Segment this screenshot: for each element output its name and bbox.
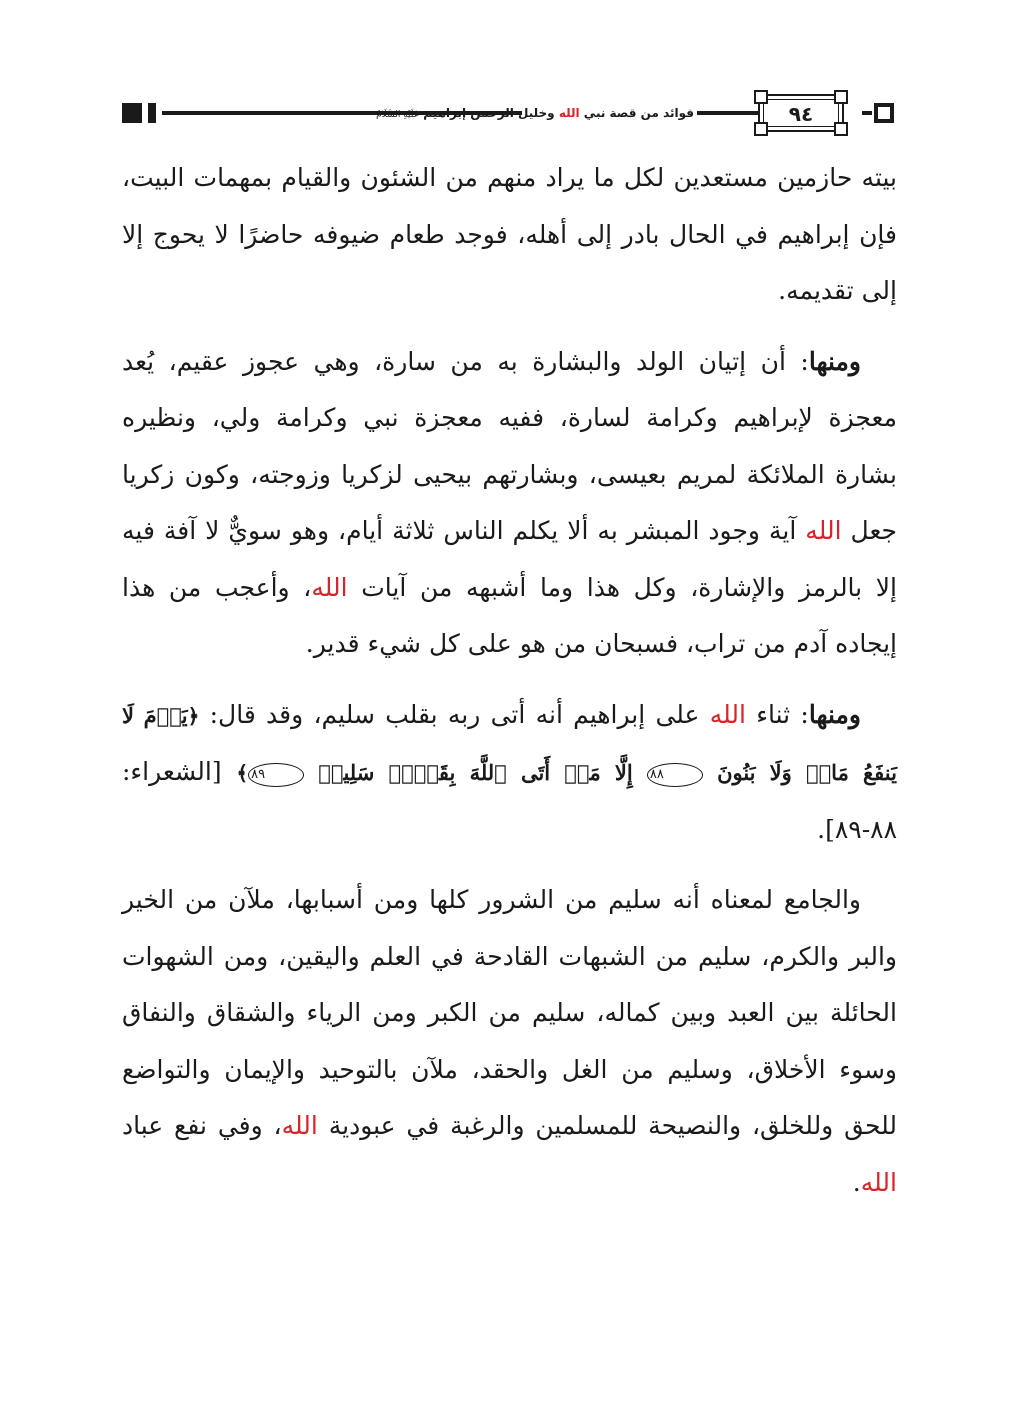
paragraph-lead: ومنها: [808, 699, 861, 729]
header-ornament-left: [122, 103, 142, 123]
allah-name: الله: [805, 516, 842, 545]
paragraph-1: بيته حازمين مستعدين لكل ما يراد منهم من الشئون والقيام بمهمات البيت، فإن إبراهيم في الحال بادر إلى أهله، فوجد طعام ضيوفه حاضرًا لا يحوج إلا إلى تقديمه.: [122, 163, 897, 305]
allah-name: الله: [860, 1167, 897, 1197]
header-ornament-left-bar: [148, 103, 156, 123]
header-ornament-right: [874, 103, 894, 123]
allah-name: الله: [709, 699, 746, 729]
paragraph-3: ومنها: ثناء الله على إبراهيم أنه أتى ربه بقلب سليم، وقد قال: ﴿يَوۡمَ لَا يَنفَعُ مَالٞ وَلَا بَنُونَ ٨٨ إِلَّا مَنۡ أَتَى ٱللَّهَ بِقَلۡبٖ سَلِيمٖ ٨٩﴾ [الشعراء: ٨٨-٨٩].: [122, 699, 897, 844]
book-title: فوائد من قصة نبي الله وخليل الرحمن إبراهيم عَلَيْهِ السَّلَامُ: [376, 106, 694, 120]
quran-verse: ﴿يَوۡمَ لَا يَنفَعُ مَالٞ وَلَا بَنُونَ ٨٨ إِلَّا مَنۡ أَتَى ٱللَّهَ بِقَلۡبٖ سَلِيمٖ ٨٩﴾: [122, 702, 897, 785]
page-number-box: [758, 94, 844, 132]
paragraph-2: ومنها: أن إتيان الولد والبشارة به من سارة، وهي عجوز عقيم، يُعد معجزة لإبراهيم وكرامة لسارة، ففيه معجزة نبي وكرامة ولي، ونظيره بشارة الملائكة لمريم بعيسى، وبشارتهم بيحيى لزكريا وزوجته، وكون زكريا جعل الله آية وجود المبشر به ألا يكلم الناس ثلاثة أيام، وهو سويٌّ لا آفة فيه إلا بالرمز والإشارة، وكل هذا وما أشبهه من آيات الله، وأعجب من هذا إيجاده آدم من تراب، فسبحان من هو على كل شيء قدير.: [122, 346, 897, 658]
page-number: ٩٤: [788, 102, 814, 126]
ayah-number: ٨٨: [647, 763, 703, 787]
verse-reference: [الشعراء: ٨٨-٨٩].: [122, 757, 897, 844]
ayah-number: ٨٩: [248, 763, 304, 787]
header-rule-right: [862, 111, 872, 115]
honorific: عَلَيْهِ السَّلَامُ: [376, 110, 420, 120]
verse-bracket-open: ﴿: [187, 703, 200, 728]
paragraph-4: والجامع لمعناه أنه سليم من الشرور كلها ومن أسبابها، ملآن من الخير والبر والكرم، سليم من الشبهات القادحة في العلم واليقين، ومن الشهوات الحائلة بين العبد وبين كماله، سليم من الكبر ومن الرياء والشقاق والنفاق وسوء الأخلاق، وسليم من الغل والحقد، ملآن بالتوحيد والإيمان والتواضع للحق وللخلق، والنصيحة للمسلمين والرغبة في عبودية الله، وفي نفع عباد الله.: [122, 885, 897, 1197]
paragraph-lead: ومنها: [808, 346, 861, 376]
allah-name: الله: [281, 1111, 318, 1140]
verse-bracket-close: ﴾: [236, 761, 249, 785]
running-header: [122, 94, 897, 138]
page-body: [122, 150, 897, 1225]
allah-name: الله: [558, 106, 580, 120]
allah-name: الله: [311, 572, 348, 602]
